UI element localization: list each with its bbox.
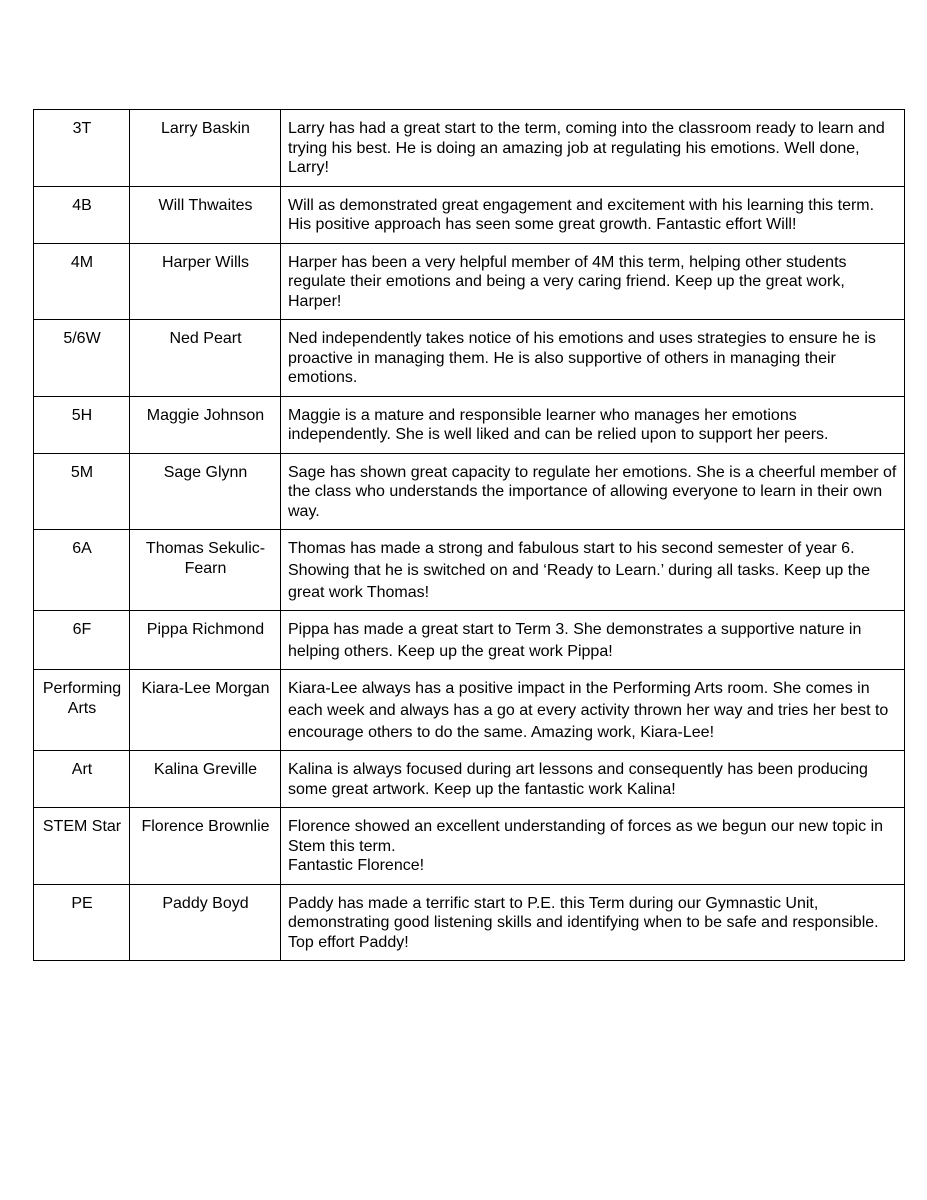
table-row [34, 751, 905, 808]
class-cell: 3T [34, 110, 130, 187]
student-name-cell: Larry Baskin [130, 110, 281, 187]
class-cell: 5/6W [34, 320, 130, 397]
student-name-cell: Kiara-Lee Morgan [130, 670, 281, 751]
student-name-cell: Harper Wills [130, 243, 281, 320]
class-cell: 6A [34, 530, 130, 611]
class-cell: Performing Arts [34, 670, 130, 751]
student-name-cell: Ned Peart [130, 320, 281, 397]
awards-table [33, 109, 905, 961]
class-cell: 6F [34, 611, 130, 670]
table-row [34, 186, 905, 243]
class-cell: STEM Star [34, 808, 130, 885]
comment-cell: Thomas has made a strong and fabulous start to his second semester of year 6. Showing that he is switched on and ‘Ready to Learn.’ during all tasks. Keep up the great work Thomas! [281, 530, 905, 611]
comment-cell: Maggie is a mature and responsible learner who manages her emotions independently. She is well liked and can be relied upon to support her peers. [281, 396, 905, 453]
table-row [34, 530, 905, 611]
student-name-cell: Paddy Boyd [130, 884, 281, 961]
table-row [34, 320, 905, 397]
comment-cell: Sage has shown great capacity to regulate her emotions. She is a cheerful member of the class who understands the importance of allowing everyone to learn in their own way. [281, 453, 905, 530]
class-cell: Art [34, 751, 130, 808]
table-row [34, 243, 905, 320]
class-cell: 4B [34, 186, 130, 243]
class-cell: PE [34, 884, 130, 961]
class-cell: 5H [34, 396, 130, 453]
student-name-cell: Maggie Johnson [130, 396, 281, 453]
table-row [34, 670, 905, 751]
comment-cell: Ned independently takes notice of his emotions and uses strategies to ensure he is proactive in managing them. He is also supportive of others in managing their emotions. [281, 320, 905, 397]
student-name-cell: Kalina Greville [130, 751, 281, 808]
class-cell: 4M [34, 243, 130, 320]
table-row [34, 611, 905, 670]
comment-cell: Larry has had a great start to the term, coming into the classroom ready to learn and trying his best. He is doing an amazing job at regulating his emotions. Well done, Larry! [281, 110, 905, 187]
table-row [34, 396, 905, 453]
comment-cell: Harper has been a very helpful member of 4M this term, helping other students regulate their emotions and being a very caring friend. Keep up the great work, Harper! [281, 243, 905, 320]
comment-cell: Pippa has made a great start to Term 3. She demonstrates a supportive nature in helping others. Keep up the great work Pippa! [281, 611, 905, 670]
student-name-cell: Florence Brownlie [130, 808, 281, 885]
comment-cell: Kalina is always focused during art lessons and consequently has been producing some great artwork. Keep up the fantastic work Kalina! [281, 751, 905, 808]
student-name-cell: Thomas Sekulic-Fearn [130, 530, 281, 611]
comment-cell: Kiara-Lee always has a positive impact in the Performing Arts room. She comes in each week and always has a go at every activity thrown her way and tries her best to encourage others to do the same. Amazing work, Kiara-Lee! [281, 670, 905, 751]
student-name-cell: Will Thwaites [130, 186, 281, 243]
student-name-cell: Pippa Richmond [130, 611, 281, 670]
comment-cell: Will as demonstrated great engagement and excitement with his learning this term. His positive approach has seen some great growth. Fantastic effort Will! [281, 186, 905, 243]
student-name-cell: Sage Glynn [130, 453, 281, 530]
table-row [34, 808, 905, 885]
comment-cell: Florence showed an excellent understanding of forces as we begun our new topic in Stem this term. Fantastic Florence! [281, 808, 905, 885]
table-row [34, 110, 905, 187]
class-cell: 5M [34, 453, 130, 530]
table-row [34, 884, 905, 961]
table-row [34, 453, 905, 530]
comment-cell: Paddy has made a terrific start to P.E. this Term during our Gymnastic Unit, demonstrating good listening skills and identifying when to be safe and responsible. Top effort Paddy! [281, 884, 905, 961]
